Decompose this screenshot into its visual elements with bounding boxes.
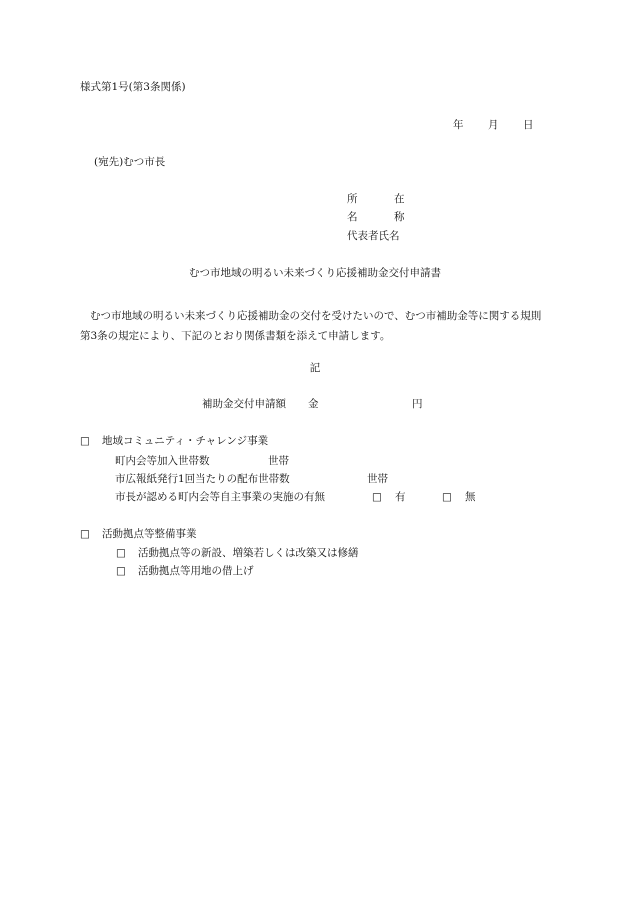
household-count-label: 町内会等加入世帯数 [115,455,210,467]
amount-label: 補助金交付申請額 [202,398,286,410]
date-month-label: 月 [488,119,499,131]
distribution-count-unit: 世帯 [367,473,388,485]
form-number: 様式第1号(第3条関係) [80,81,186,93]
section2-label: 活動拠点等整備事業 [102,528,197,540]
name-label: 名 [347,211,358,223]
body-paragraph: むつ市地域の明るい未来づくり応援補助金の交付を受けたいので、むつ市補助金等に関する規則第3条の規定により、下記のとおり関係書類を添えて申請します。 [80,310,542,342]
addressee: (宛先)むつ市長 [94,156,166,168]
land-lease-checkbox[interactable]: □ [116,565,126,577]
household-count-unit: 世帯 [268,455,289,467]
independent-project-no-label: 無 [465,491,476,503]
section1-checkbox[interactable]: □ [80,435,90,447]
independent-project-no-checkbox[interactable]: □ [442,491,452,503]
facility-construction-label: 活動拠点等の新設、増築若しくは改築又は修繕 [138,547,359,559]
address-label: 所 [347,193,358,205]
representative-label: 代表者氏名 [347,230,400,242]
facility-construction-checkbox[interactable]: □ [116,547,126,559]
independent-project-label: 市長が認める町内会等自主事業の実施の有無 [115,491,325,503]
section2-checkbox[interactable]: □ [80,528,90,540]
address-label-2: 在 [394,193,405,205]
name-label-2: 称 [394,211,405,223]
date-year-label: 年 [453,119,464,131]
independent-project-yes-label: 有 [395,491,406,503]
date-day-label: 日 [523,119,534,131]
document-title: むつ市地域の明るい未来づくり応援補助金交付申請書 [189,267,441,279]
distribution-count-label: 市広報紙発行1回当たりの配布世帯数 [115,473,290,485]
independent-project-yes-checkbox[interactable]: □ [372,491,382,503]
amount-unit: 円 [412,398,423,410]
amount-prefix: 金 [308,398,319,410]
ki-heading: 記 [309,362,321,374]
section1-label: 地域コミュニティ・チャレンジ事業 [102,435,269,447]
land-lease-label: 活動拠点等用地の借上げ [138,565,254,577]
